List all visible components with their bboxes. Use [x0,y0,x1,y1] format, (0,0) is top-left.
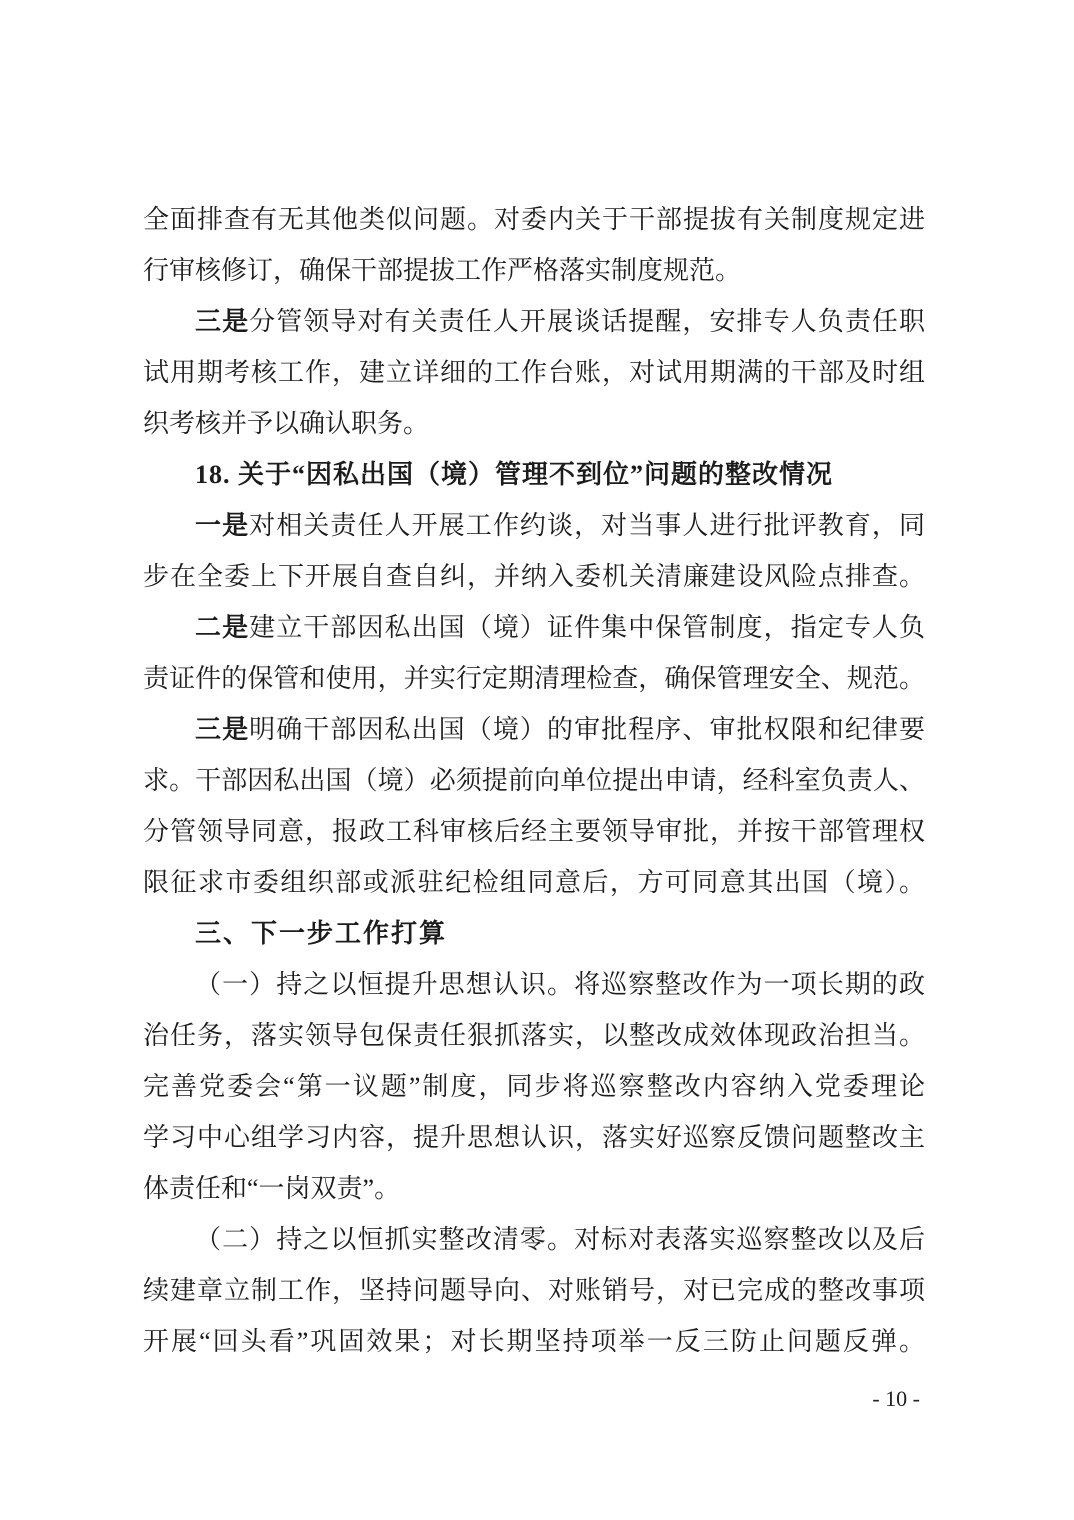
text-line [143,551,925,602]
text-line [143,1010,925,1061]
text-segment: 明确干部因私出国（境）的审批程序、审批权限和纪律要 [249,715,925,744]
text-line [143,194,925,245]
text-line [143,1061,925,1112]
text-segment: 开展“回头看”巩固效果；对长期坚持项举一反三防止问题反弹。 [143,1327,925,1356]
text-line [143,1112,925,1163]
text-segment: 织考核并予以确认职务。 [143,409,430,438]
text-line [143,245,925,296]
paragraph-lead: （二）持之以恒抓实整改清零。 [195,1225,575,1254]
text-segment: 求。干部因私出国（境）必须提前向单位提出申请，经科室负责人、 [143,766,925,795]
text-segment: 试用期考核工作，建立详细的工作台账，对试用期满的干部及时组 [143,358,925,387]
text-segment: 完善党委会“第一议题”制度，同步将巡察整改内容纳入党委理论 [143,1072,925,1101]
text-line [143,959,925,1010]
paragraph-lead: 一是 [195,511,250,540]
text-segment: 18. 关于“因私出国（境）管理不到位”问题的整改情况 [195,460,834,489]
paragraph-lead: 三是 [195,715,250,744]
paragraph-lead: 三是 [195,307,250,336]
text-line [143,1316,925,1367]
text-line [143,602,925,653]
text-line [143,704,925,755]
text-line [143,806,925,857]
text-line [143,755,925,806]
paragraph-lead: 二是 [195,613,250,642]
document-body [143,194,925,1367]
text-segment: 对相关责任人开展工作约谈，对当事人进行批评教育，同 [249,511,925,540]
text-line [143,347,925,398]
text-segment: 体责任和“一岗双责”。 [143,1174,401,1203]
text-line [143,398,925,449]
text-segment: 责证件的保管和使用，并实行定期清理检查，确保管理安全、规范。 [143,664,925,693]
text-segment: 步在全委上下开展自查自纠，并纳入委机关清廉建设风险点排查。 [143,562,925,591]
text-segment: 全面排查有无其他类似问题。对委内关于干部提拔有关制度规定进 [143,205,925,234]
paragraph-lead: （一）持之以恒提升思想认识。 [195,970,575,999]
text-line [143,296,925,347]
text-segment: 续建章立制工作，坚持问题导向、对账销号，对已完成的整改事项 [143,1276,925,1305]
text-segment: 分管领导对有关责任人开展谈话提醒，安排专人负责任职 [249,307,925,336]
section-heading [143,449,925,500]
text-segment: 学习中心组学习内容，提升思想认识，落实好巡察反馈问题整改主 [143,1123,925,1152]
page-number: - 10 - [872,1386,920,1411]
text-line [143,500,925,551]
text-segment: 分管领导同意，报政工科审核后经主要领导审批，并按干部管理权 [143,817,925,846]
text-line [143,653,925,704]
text-segment: 将巡察整改作为一项长期的政 [574,970,925,999]
text-line [143,1265,925,1316]
section-heading [143,908,925,959]
text-segment: 对标对表落实巡察整改以及后 [574,1225,925,1254]
text-line [143,857,925,908]
text-segment: 行审核修订，确保干部提拔工作严格落实制度规范。 [143,256,742,285]
text-segment: 建立干部因私出国（境）证件集中保管制度，指定专人负 [249,613,925,642]
text-line [143,1214,925,1265]
text-segment: 限征求市委组织部或派驻纪检组同意后，方可同意其出国（境）。 [143,868,925,897]
text-line [143,1163,925,1214]
text-segment: 治任务，落实领导包保责任狠抓落实，以整改成效体现政治担当。 [143,1021,925,1050]
text-segment: 三、下一步工作打算 [195,918,448,948]
